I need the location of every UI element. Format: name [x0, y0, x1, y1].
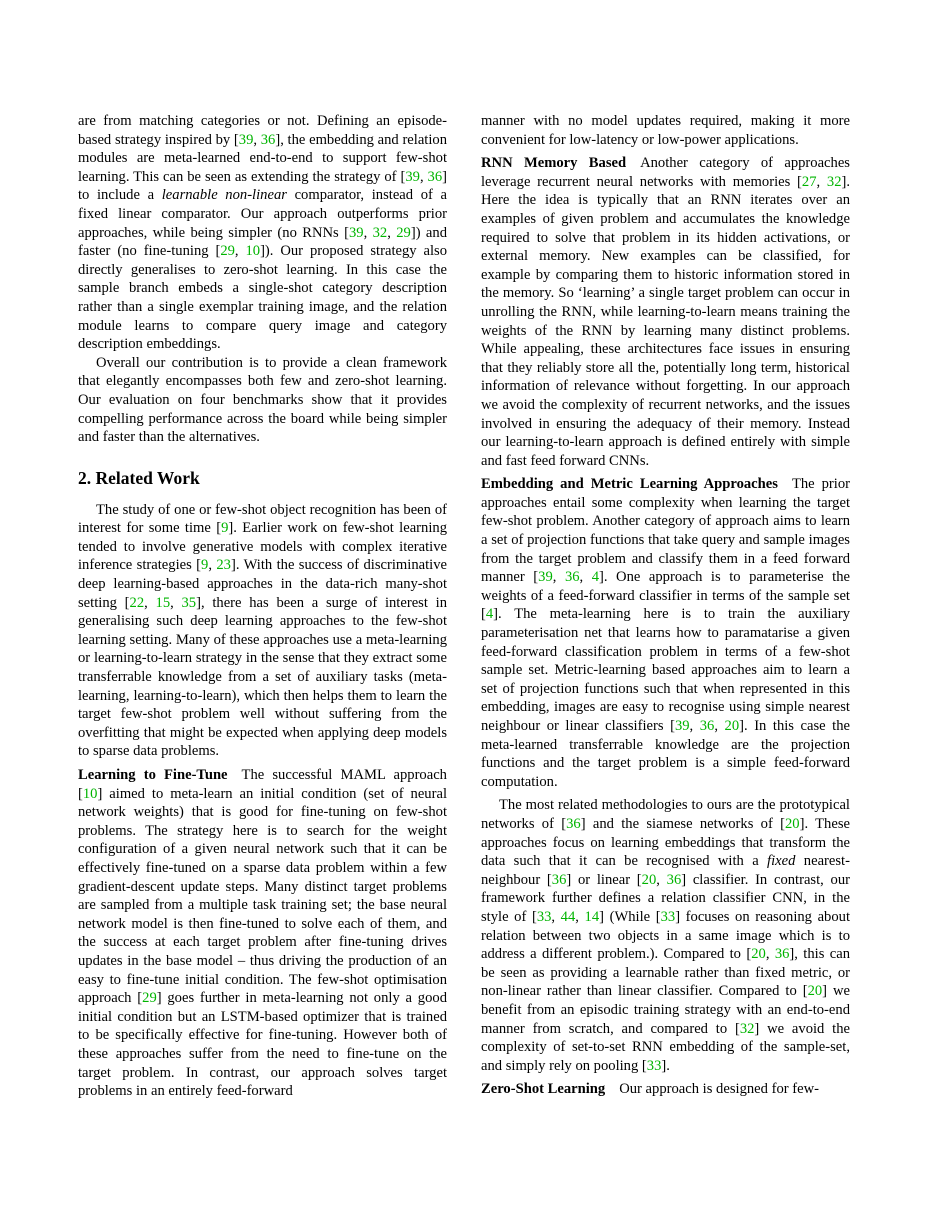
citation-link[interactable]: 36 [564, 569, 580, 586]
citation-link[interactable]: 9 [201, 557, 209, 574]
citation-link[interactable]: 20 [641, 871, 657, 888]
run-in-heading: Learning to Fine-Tune [78, 767, 228, 783]
run-in-heading: RNN Memory Based [481, 155, 627, 172]
left-column [78, 112, 447, 1101]
citation-link[interactable]: 20 [751, 946, 766, 963]
citation-link[interactable]: 36 [699, 718, 715, 734]
citation-link[interactable]: 27 [801, 173, 817, 190]
citation-link[interactable]: 36 [260, 131, 276, 148]
citation-link[interactable]: 33 [660, 908, 676, 925]
citation-link[interactable]: 39 [674, 718, 690, 734]
citation-link[interactable]: 33 [646, 1057, 662, 1074]
paragraph-body: Another category of approaches leverage recurrent neural networks with memories [27, 32]. Here the idea is typically that an RNN iterates over an examples of given problem and accumulates the knowledge required to solve that problem in its hidden activations, or external memory. New examples can be classified, for example by comparing them to historic information stored in the memory. So ‘learning’ a single target problem can occur in unrolling the RNN, while learning-to-learn means training the weights of the RNN by learning many distinct problems. While appealing, these architectures face issues in ensuring that they reliably store all the, potentially long term, historical information of relevance without forgetting. In our approach we avoid the complexity of recurrent networks, and the issues involved in ensuring the adequacy of their memory. Instead our learning-to-learn approach is defined entirely with simple and fast feed forward CNNs. [481, 155, 850, 469]
citation-link[interactable]: 10 [245, 243, 261, 260]
run-in-heading: Zero-Shot Learning [481, 1081, 606, 1098]
citation-link[interactable]: 32 [826, 173, 842, 190]
paragraph-body: The successful MAML approach [10] aimed to meta-learn an initial condition (set of neural network weights) that is good for fine-tuning on few-shot problems. The strategy here is to search for the weight configuration of a given neural network such that it can be effectively fine-tuned on a sparse data problem within a few gradient-descent update steps. Many distinct target problems are sampled from a multiple task training set; the base neural network model is then fine-tuned to solve each of them, and the success at each target problem after fine-tuning drives updates in the base model – thus driving the production of an easy to fine-tune initial condition. The few-shot optimisation approach [29] goes further in meta-learning not only a good initial condition but an LSTM-based optimizer that is trained to be specifically effective for fine-tuning. However both of these approaches suffer from the need to fine-tune on the target problem. In contrast, our approach solves target problems in an entirely feed-forward [78, 767, 447, 1100]
run-in-heading: Embedding and Metric Learning Approaches [481, 476, 778, 493]
citation-link[interactable]: 4 [591, 569, 600, 586]
citation-link[interactable]: 39 [238, 131, 254, 148]
citation-link[interactable]: 35 [181, 594, 197, 611]
citation-link[interactable]: 32 [739, 1020, 755, 1037]
citation-link[interactable]: 39 [348, 224, 364, 241]
citation-link[interactable]: 36 [551, 871, 567, 888]
paragraph [481, 475, 850, 791]
citation-link[interactable]: 9 [221, 520, 229, 537]
citation-link[interactable]: 44 [560, 908, 576, 925]
citation-link[interactable]: 20 [807, 983, 823, 1000]
citation-link[interactable]: 14 [584, 908, 600, 925]
citation-link[interactable]: 36 [566, 815, 581, 832]
section-heading: 2. Related Work [78, 467, 200, 488]
paragraph: manner with no model updates required, making it more convenient for low-latency or low-power applications. [481, 113, 850, 148]
paragraph [78, 766, 447, 1101]
citation-link[interactable]: 39 [538, 569, 553, 586]
paragraph: The study of one or few-shot object recognition has been of interest for some time [9]. Earlier work on few-shot learning tended to involve generative models with complex iterative inference strategies [9, 23]. With the success of discriminative deep learning-based approaches in the data-rich many-shot setting [22, 15, 35], there has been a surge of interest in generalising such deep learning approaches to the few-shot learning setting. Many of these approaches use a meta-learning or learning-to-learn strategy in the sense that they extract some transferrable knowledge from a set of auxiliary tasks (meta-learning, learning-to-learn), which then helps them to learn the target few-shot problem well without suffering from the overfitting that might be expected when applying deep models to sparse data problems. [78, 501, 448, 760]
paragraph [481, 1080, 850, 1099]
emphasis: fixed [767, 853, 796, 870]
paragraph [481, 154, 850, 470]
citation-link[interactable]: 36 [774, 946, 790, 963]
citation-link[interactable]: 29 [142, 990, 157, 1007]
paragraph-body: The prior approaches entail some complexity when learning the target few-shot problem. Another category of approach aims to learn a set of projection functions that take query and sample images from the target problem and classify them in a feed forward manner [39, 36, 4]. One approach is to parameterise the weights of a feed-forward classifier in terms of the sample set [4]. The meta-learning here is to train the auxiliary parameterisation net that learns how to paramatarise a given feed-forward classification problem in terms of a few-shot sample set. Metric-learning based approaches aim to learn a set of projection functions such that when represented in this embedding, images are easy to recognise using simple nearest neighbour or linear classifiers [39, 36, 20]. In this case the meta-learned transferrable knowledge are the projection functions and the target problem is a simple feed-forward computation. [481, 476, 851, 790]
citation-link[interactable]: 20 [724, 718, 740, 734]
citation-link[interactable]: 32 [372, 224, 388, 241]
paragraph: The most related methodologies to ours are the prototypical networks of [36] and the siamese networks of [20]. These approaches focus on learning embeddings that transform the data such that it can be recognised with a fixed nearest-neighbour [36] or linear [20, 36] classifier. In contrast, our framework further defines a relation classifier CNN, in the style of [33, 44, 14] (While [33] focuses on reasoning about relation between two objects in a same image which is to address a different problem.). Compared to [20, 36], this can be seen as providing a learnable rather than fixed metric, or non-linear rather than linear classifier. Compared to [20] we benefit from an episodic training strategy with an end-to-end manner from scratch, and compared to [32] we avoid the complexity of set-to-set RNN embedding of the sample-set, and simply rely on pooling [33]. [481, 797, 851, 1074]
emphasis: learnable non-linear [161, 187, 287, 204]
citation-link[interactable]: 29 [220, 243, 235, 260]
citation-link[interactable]: 33 [536, 908, 552, 925]
citation-link[interactable]: 10 [82, 785, 98, 802]
citation-link[interactable]: 20 [785, 815, 800, 832]
citation-link[interactable]: 15 [155, 594, 171, 611]
paragraph-body: Our approach is designed for few- [619, 1081, 819, 1098]
paragraph: Overall our contribution is to provide a clean framework that elegantly encompasses both few and zero-shot learning. Our evaluation on four benchmarks show that it provides compelling performance across the board while being simpler and faster than the alternatives. [78, 354, 447, 446]
citation-link[interactable]: 36 [666, 871, 682, 888]
citation-link[interactable]: 36 [427, 168, 443, 185]
paragraph: are from matching categories or not. Defining an episode-based strategy inspired by [39, 36], the embedding and relation modules are meta-learned end-to-end to support few-shot learning. This can be seen as extending the strategy of [39, 36] to include a learnable non-linear comparator, instead of a fixed linear comparator. Our approach outperforms prior approaches, while being simpler (no RNNs [39, 32, 29]) and faster (no fine-tuning [29, 10]). Our proposed strategy also directly generalises to zero-shot learning. In this case the sample branch embeds a single-shot category description rather than a single exemplar training image, and the relation module learns to compare query image and category description embeddings. [78, 113, 448, 353]
citation-link[interactable]: 29 [396, 224, 411, 241]
citation-link[interactable]: 23 [216, 557, 231, 574]
right-column [481, 112, 850, 1099]
citation-link[interactable]: 22 [129, 594, 145, 611]
citation-link[interactable]: 4 [485, 606, 494, 623]
citation-link[interactable]: 39 [405, 168, 420, 185]
